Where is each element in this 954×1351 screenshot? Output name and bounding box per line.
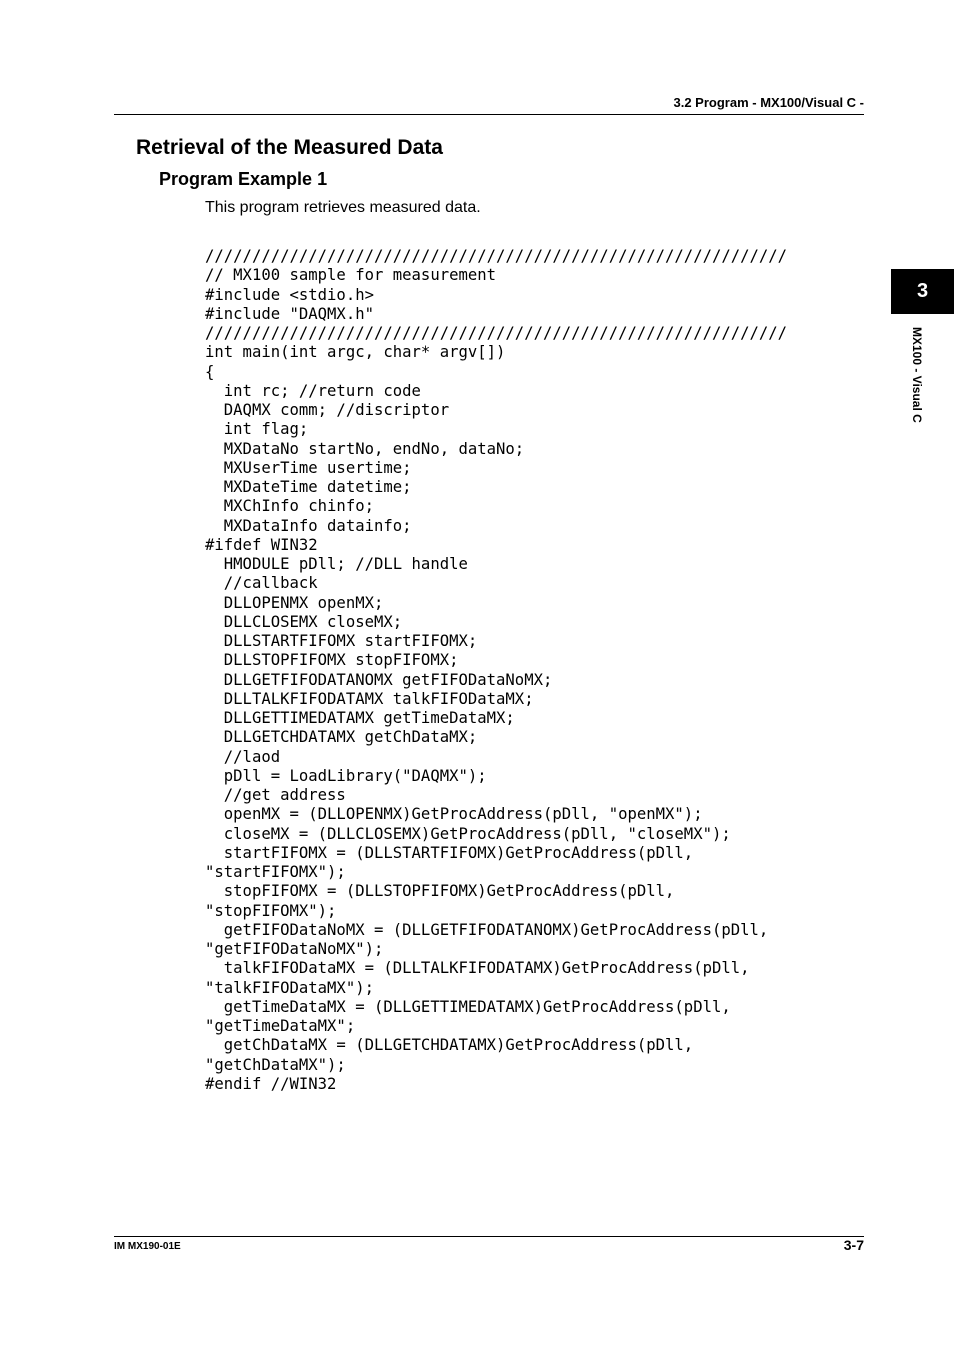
code-line: startFIFOMX = (DLLSTARTFIFOMX)GetProcAddress(pDll, [205, 843, 694, 862]
chapter-side-label: MX100 - Visual C [910, 327, 924, 423]
code-line: "talkFIFODataMX"); [205, 978, 374, 997]
program-example-title: Program Example 1 [159, 169, 328, 189]
code-line: getFIFODataNoMX = (DLLGETFIFODATANOMX)GetProcAddress(pDll, [205, 920, 769, 939]
code-line: // MX100 sample for measurement [205, 266, 497, 285]
code-line: DLLTALKFIFODATAMX talkFIFODataMX; [205, 689, 534, 708]
code-line: "getFIFODataNoMX"); [205, 940, 384, 958]
code-line: "getChDataMX"); [205, 1055, 346, 1074]
footer-divider [114, 1236, 864, 1237]
code-line: closeMX = (DLLCLOSEMX)GetProcAddress(pDll, "closeMX"); [205, 824, 731, 843]
header-divider [114, 114, 864, 115]
code-line: DLLGETTIMEDATAMX getTimeDataMX; [205, 709, 515, 727]
document-id: IM MX190-01E [114, 1241, 181, 1252]
code-line: DLLGETCHDATAMX getChDataMX; [205, 728, 478, 747]
code-line: openMX = (DLLOPENMX)GetProcAddress(pDll, "openMX"); [205, 805, 703, 824]
code-line: { [205, 362, 215, 381]
code-line: "stopFIFOMX"); [205, 901, 337, 920]
code-line: //callback [205, 574, 318, 593]
code-line: talkFIFODataMX = (DLLTALKFIFODATAMX)GetProcAddress(pDll, [205, 959, 750, 978]
code-line: //laod [205, 747, 281, 766]
code-line: DLLGETFIFODATANOMX getFIFODataNoMX; [205, 670, 553, 689]
code-line: #include <stdio.h> [205, 285, 374, 304]
running-header: 3.2 Program - MX100/Visual C - [673, 95, 864, 110]
code-line: MXDateTime datetime; [205, 478, 412, 496]
chapter-tab: 3 [891, 269, 954, 314]
code-line: MXDataNo startNo, endNo, dataNo; [205, 439, 525, 458]
code-line: MXChInfo chinfo; [205, 497, 374, 516]
code-line: ////////////////////////////////////////////////////////////// [205, 324, 788, 342]
code-line: DLLCLOSEMX closeMX; [205, 612, 403, 631]
code-line: getChDataMX = (DLLGETCHDATAMX)GetProcAddress(pDll, [205, 1036, 694, 1055]
code-line: DLLSTARTFIFOMX startFIFOMX; [205, 632, 478, 650]
code-line: DAQMX comm; //discriptor [205, 401, 450, 419]
intro-text: This program retrieves measured data. [205, 199, 481, 216]
code-line: stopFIFOMX = (DLLSTOPFIFOMX)GetProcAddress(pDll, [205, 882, 675, 901]
code-line: DLLOPENMX openMX; [205, 593, 384, 612]
section-title: Retrieval of the Measured Data [136, 136, 443, 159]
code-listing [205, 247, 787, 1094]
code-line: getTimeDataMX = (DLLGETTIMEDATAMX)GetProcAddress(pDll, [205, 997, 731, 1016]
code-line: "startFIFOMX"); [205, 863, 346, 881]
code-line: int flag; [205, 420, 309, 439]
code-line: HMODULE pDll; //DLL handle [205, 555, 468, 573]
code-line: pDll = LoadLibrary("DAQMX"); [205, 766, 487, 785]
code-line: #ifdef WIN32 [205, 535, 318, 554]
code-line: #include "DAQMX.h" [205, 304, 374, 323]
code-line: #endif //WIN32 [205, 1074, 337, 1093]
code-line: "getTimeDataMX"; [205, 1017, 356, 1035]
code-line: int rc; //return code [205, 381, 421, 400]
code-line: //get address [205, 786, 346, 804]
code-line: int main(int argc, char* argv[]) [205, 343, 506, 362]
code-line: MXDataInfo datainfo; [205, 516, 412, 535]
code-line: MXUserTime usertime; [205, 458, 412, 477]
code-line: ////////////////////////////////////////////////////////////// [205, 247, 788, 265]
page-number: 3-7 [843, 1237, 864, 1253]
code-line: DLLSTOPFIFOMX stopFIFOMX; [205, 651, 459, 670]
